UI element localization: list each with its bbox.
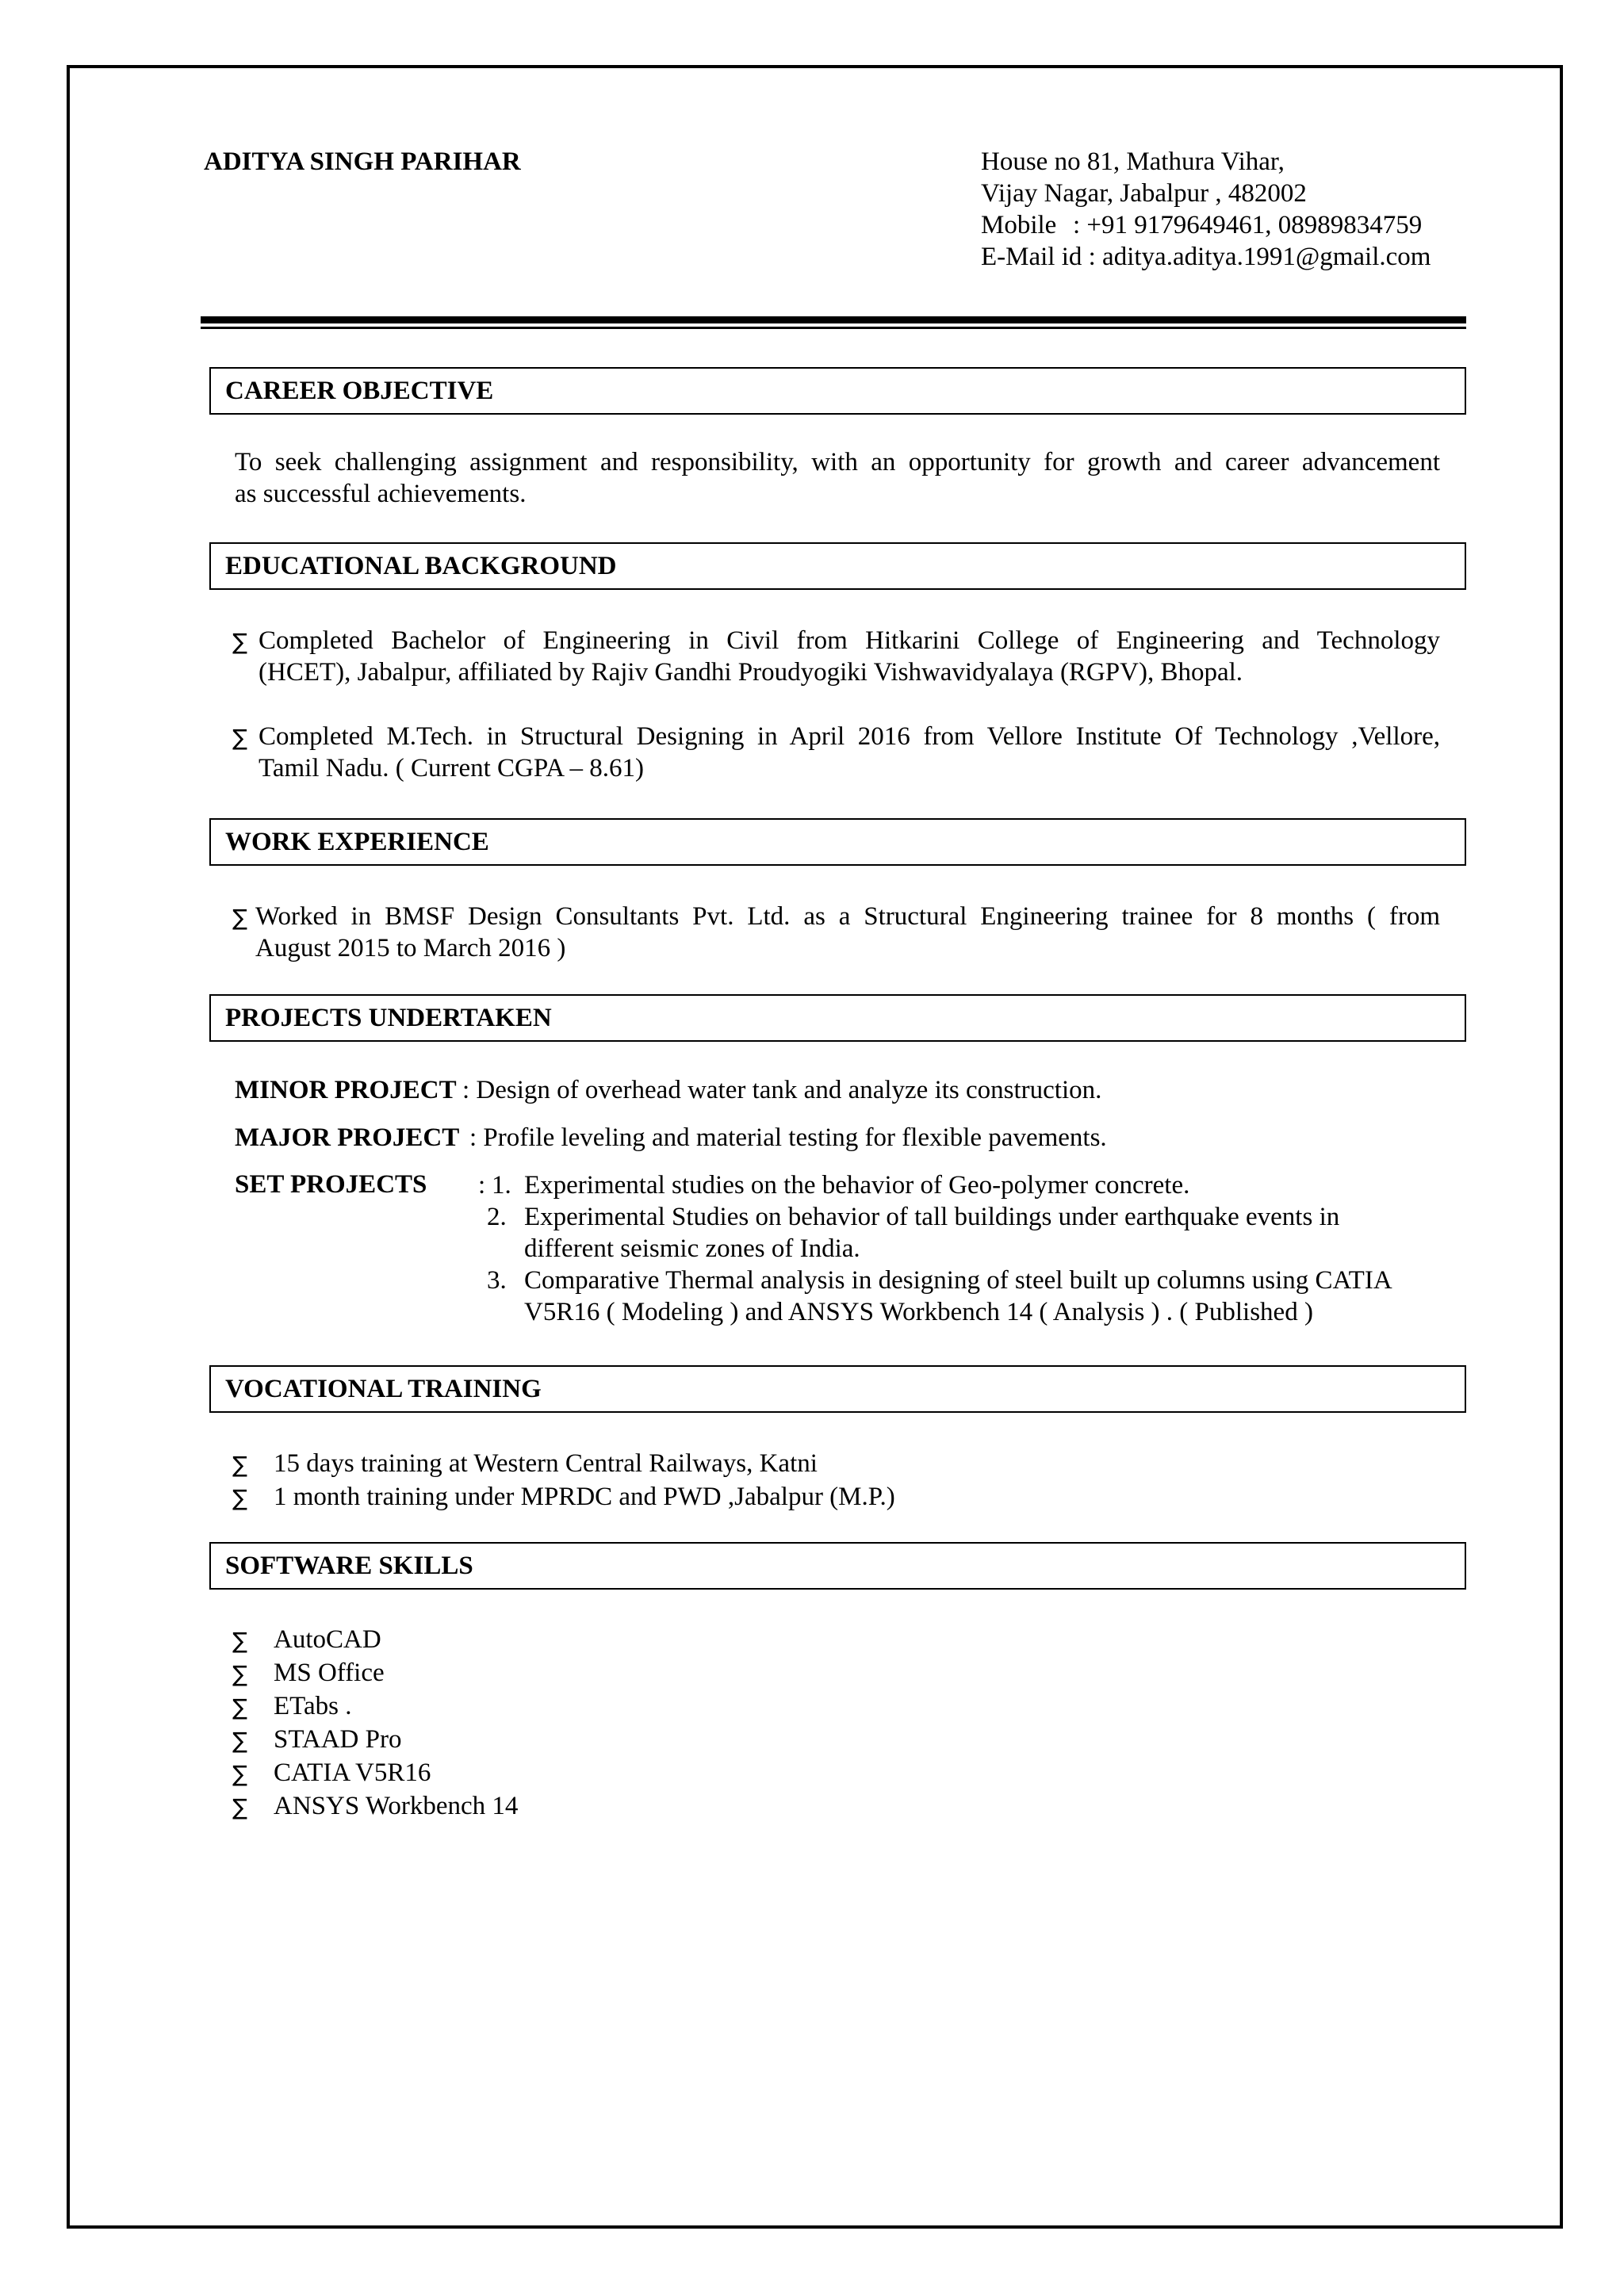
bullet-icon: ∑ [232,1628,247,1654]
bullet-icon: ∑ [232,725,247,751]
section-header-work-experience: WORK EXPERIENCE [209,818,1466,866]
set-projects-label: SET PROJECTS [235,1170,427,1199]
work-item-line-1: Worked in BMSF Design Consultants Pvt. Ltd. as a Structural Engineering trainee for 8 months ( from [255,902,1440,931]
address-line-2: Vijay Nagar, Jabalpur , 482002 [981,179,1307,208]
bullet-icon: ∑ [232,1694,247,1720]
education-item [259,625,1440,688]
minor-project-label: MINOR PROJECT [235,1076,457,1104]
vocational-item: 1 month training under MPRDC and PWD ,Jabalpur (M.P.) [274,1483,895,1511]
set-projects-colon: : [478,1171,486,1200]
major-project-label: MAJOR PROJECT [235,1123,460,1152]
mobile-line [981,209,1431,241]
set-project-line: Comparative Thermal analysis in designing of steel built up columns using CATIA [524,1266,1392,1295]
education-item-line-2: Tamil Nadu. ( Current CGPA – 8.61) [259,754,644,783]
set-project-line: Experimental Studies on behavior of tall buildings under earthquake events in [524,1203,1340,1231]
bullet-icon: ∑ [232,629,247,655]
bullet-icon: ∑ [232,905,247,931]
software-skill-item: AutoCAD [274,1625,381,1654]
mobile-value: : +91 9179649461, 08989834759 [1073,211,1423,239]
bullet-icon: ∑ [232,1761,247,1787]
candidate-name: ADITYA SINGH PARIHAR [204,147,521,176]
software-skill-item: STAAD Pro [274,1725,402,1754]
email-line: E-Mail id : aditya.aditya.1991@gmail.com [981,243,1431,271]
set-project-number: 3. [487,1266,507,1295]
section-header-projects: PROJECTS UNDERTAKEN [209,994,1466,1042]
minor-project-text: : Design of overhead water tank and analyze its construction. [462,1076,1102,1104]
education-item-line-1: Completed Bachelor of Engineering in Civil from Hitkarini College of Engineering and Technology [259,626,1440,655]
software-skill-item: CATIA V5R16 [274,1758,431,1787]
career-objective-line-1: To seek challenging assignment and responsibility, with an opportunity for growth and career advancement [235,448,1440,476]
career-objective-line-2: as successful achievements. [235,480,527,508]
bullet-icon: ∑ [232,1794,247,1820]
set-project-line: different seismic zones of India. [524,1234,860,1263]
bullet-icon: ∑ [232,1661,247,1687]
bullet-icon: ∑ [232,1728,247,1754]
work-item-line-2: August 2015 to March 2016 ) [255,934,566,962]
bullet-icon: ∑ [232,1485,247,1511]
section-header-software-skills: SOFTWARE SKILLS [209,1542,1466,1590]
mobile-label: Mobile [981,211,1057,239]
address-line-1: House no 81, Mathura Vihar, [981,147,1285,176]
work-item [255,901,1440,964]
header-divider-thin [201,327,1466,329]
software-skill-item: ETabs . [274,1692,352,1720]
vocational-item: 15 days training at Western Central Railways, Katni [274,1449,818,1478]
education-item-line-2: (HCET), Jabalpur, affiliated by Rajiv Gandhi Proudyogiki Vishwavidyalaya (RGPV), Bhopal. [259,658,1243,687]
set-project-line: Experimental studies on the behavior of Geo-polymer concrete. [524,1171,1190,1200]
section-header-vocational-training: VOCATIONAL TRAINING [209,1365,1466,1413]
section-header-career-objective: CAREER OBJECTIVE [209,367,1466,415]
header-divider-thick [201,316,1466,323]
career-objective-text [235,446,1440,510]
education-item [259,721,1440,784]
contact-block [981,146,1431,273]
bullet-icon: ∑ [232,1452,247,1478]
software-skill-item: ANSYS Workbench 14 [274,1792,519,1820]
software-skill-item: MS Office [274,1659,385,1687]
set-project-line: V5R16 ( Modeling ) and ANSYS Workbench 14 ( Analysis ) . ( Published ) [524,1298,1313,1326]
set-project-number: 1. [492,1171,511,1200]
education-item-line-1: Completed M.Tech. in Structural Designing in April 2016 from Vellore Institute Of Technology ,Vellore, [259,722,1440,751]
section-header-education: EDUCATIONAL BACKGROUND [209,542,1466,590]
set-project-number: 2. [487,1203,507,1231]
major-project-text: : Profile leveling and material testing for flexible pavements. [469,1123,1107,1152]
